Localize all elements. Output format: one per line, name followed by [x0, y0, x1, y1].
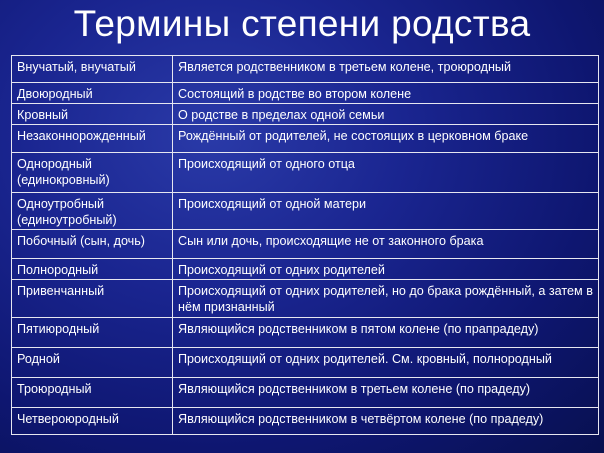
term-cell: Четвероюродный [12, 408, 173, 435]
table-row [12, 259, 599, 280]
definition-cell: Является родственником в третьем колене, троюродный [173, 56, 599, 83]
table-row [12, 280, 599, 318]
term-cell: Двоюродный [12, 83, 173, 104]
definition-cell: Являющийся родственником в четвёртом колене (по прадеду) [173, 408, 599, 435]
table-row [12, 56, 599, 83]
table-row [12, 318, 599, 348]
definition-cell: Являющийся родственником в пятом колене (по прапрадеду) [173, 318, 599, 348]
term-cell: Внучатый, внучатый [12, 56, 173, 83]
definition-cell: Состоящий в родстве во втором колене [173, 83, 599, 104]
definition-cell: Происходящий от одних родителей, но до брака рождённый, а затем в нём признанный [173, 280, 599, 318]
slide-title: Термины степени родства [73, 3, 531, 44]
definition-cell: Происходящий от одних родителей. См. кровный, полнородный [173, 348, 599, 378]
definition-cell: О родстве в пределах одной семьи [173, 104, 599, 125]
table-row [12, 408, 599, 435]
term-cell: Побочный (сын, дочь) [12, 230, 173, 259]
table-row [12, 193, 599, 230]
definition-cell: Сын или дочь, происходящие не от законного брака [173, 230, 599, 259]
table-row [12, 230, 599, 259]
term-cell: Родной [12, 348, 173, 378]
term-cell: Кровный [12, 104, 173, 125]
table-row [12, 378, 599, 408]
term-cell: Пятиюродный [12, 318, 173, 348]
definition-cell: Происходящий от одного отца [173, 153, 599, 193]
definition-cell: Являющийся родственником в третьем колене (по прадеду) [173, 378, 599, 408]
definition-cell: Рождённый от родителей, не состоящих в церковном браке [173, 125, 599, 153]
table-row [12, 104, 599, 125]
table-row [12, 83, 599, 104]
definition-cell: Происходящий от одних родителей [173, 259, 599, 280]
term-cell: Одноутробный (единоутробный) [12, 193, 173, 230]
term-cell: Полнородный [12, 259, 173, 280]
term-cell: Однородный (единокровный) [12, 153, 173, 193]
table-row [12, 125, 599, 153]
term-cell: Незаконнорожденный [12, 125, 173, 153]
kinship-terms-table [11, 55, 599, 435]
term-cell: Привенчанный [12, 280, 173, 318]
table-row [12, 153, 599, 193]
table-row [12, 348, 599, 378]
definition-cell: Происходящий от одной матери [173, 193, 599, 230]
term-cell: Троюродный [12, 378, 173, 408]
